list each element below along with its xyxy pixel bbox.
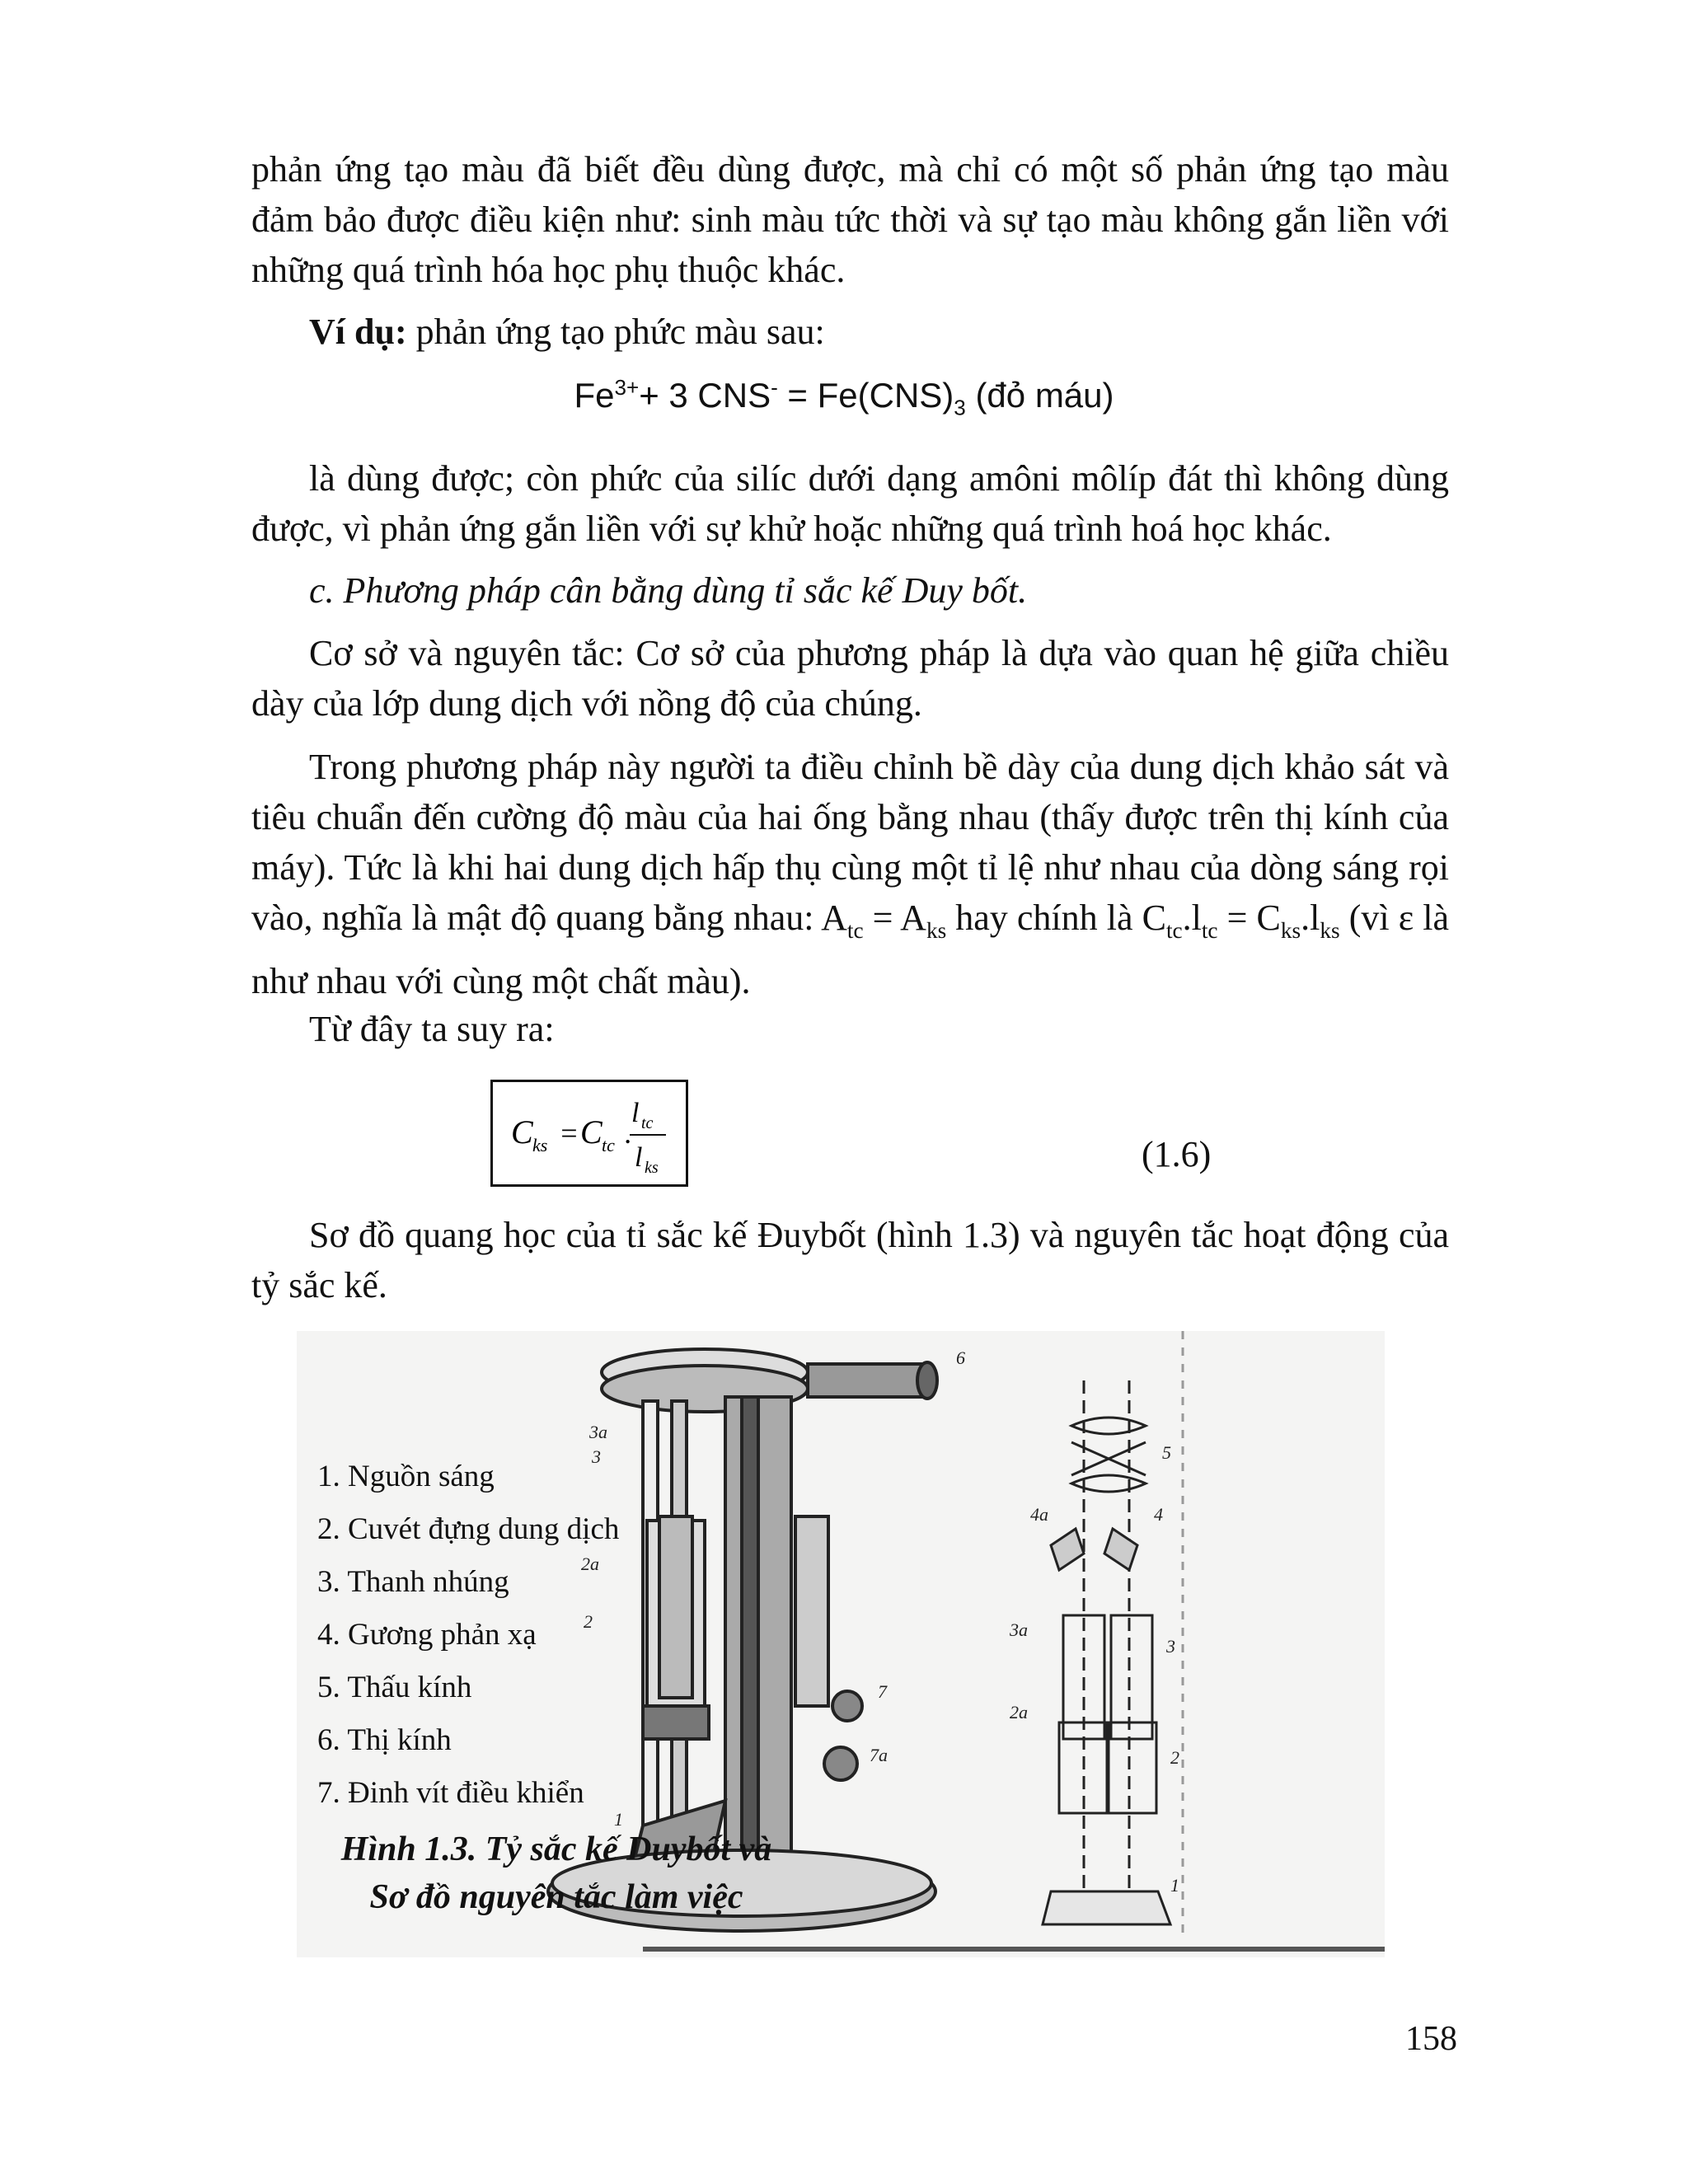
- svg-text:3: 3: [592, 1446, 601, 1467]
- legend-item: 1. Nguồn sáng: [317, 1460, 495, 1493]
- svg-text:5: 5: [1162, 1442, 1171, 1463]
- svg-text:l: l: [635, 1142, 643, 1173]
- svg-text:3: 3: [1166, 1636, 1175, 1657]
- svg-text:tc: tc: [641, 1114, 654, 1132]
- svg-text:3a: 3a: [1010, 1619, 1028, 1640]
- figure-caption: Hình 1.3. Tỷ sắc kế Duybốt và Sơ đồ nguyên tắc làm việc: [340, 1830, 772, 1916]
- formula-box: [490, 1080, 688, 1187]
- reaction-equation: $Fe^{3+}+ 3$ $CNS^- = Fe(CNS)_3$ (đỏ máu): [574, 375, 1114, 420]
- example-label: Ví dụ:: [309, 312, 407, 352]
- figure-legend: [317, 1451, 619, 1820]
- legend-item: 2. Cuvét đựng dung dịch: [317, 1512, 620, 1546]
- svg-text:C: C: [580, 1113, 603, 1151]
- svg-text:4: 4: [1154, 1504, 1163, 1525]
- page-number: 158: [1405, 2020, 1457, 2058]
- svg-text:ks: ks: [532, 1135, 548, 1155]
- section-heading-c: c. Phương pháp cân bằng dùng tỉ sắc kế Duy bốt.: [309, 570, 1028, 611]
- formula-svg: [493, 1082, 686, 1184]
- paragraph-diagram: Sơ đồ quang học của tỉ sắc kế Đuybốt (hình 1.3) và nguyên tắc hoạt động của tỷ sắc kế.: [251, 1215, 1449, 1305]
- legend-item: 5. Thấu kính: [317, 1671, 472, 1704]
- paragraph-intro: phản ứng tạo màu đã biết đều dùng được, mà chỉ có một số phản ứng tạo màu đảm bảo được điều kiện như: sinh màu tức thời và sự tạo màu không gắn liền với những quá trình hóa học phụ thuộc khác.: [251, 149, 1449, 290]
- paragraph-principle: Cơ sở và nguyên tắc: Cơ sở của phương pháp là dựa vào quan hệ giữa chiều dày của lớp dung dịch với nồng độ của chúng.: [251, 633, 1449, 724]
- svg-text:1: 1: [1170, 1875, 1179, 1896]
- svg-text:l: l: [631, 1098, 640, 1128]
- paragraph-derive: Từ đây ta suy ra:: [309, 1009, 555, 1049]
- svg-text:3a: 3a: [589, 1422, 607, 1442]
- svg-text:2: 2: [584, 1611, 593, 1632]
- svg-text:.: .: [625, 1117, 632, 1150]
- paragraph-method: Trong phương pháp này người ta điều chỉnh bề dày của dung dịch khảo sát và tiêu chuẩn đến cường độ màu của hai ống bằng nhau (thấy được trên thị kính của máy). Tức là khi hai dung dịch hấp thụ cùng một tỉ lệ như nhau của dòng sáng rọi vào, nghĩa là mật độ quang bằng nhau: $A_{tc} = A_{ks}$ hay chính là $C_{tc}.l_{tc} = C_{ks}.l_{ks}$ (vì ε là như nhau với cùng một chất màu).: [251, 747, 1450, 1001]
- legend-item: 6. Thị kính: [317, 1723, 452, 1757]
- svg-text:6: 6: [956, 1347, 965, 1368]
- legend-item: 3. Thanh nhúng: [317, 1565, 509, 1599]
- paragraph-usable: là dùng được; còn phức của silíc dưới dạng amôni môlíp đát thì không dùng được, vì phản ứng gắn liền với sự khử hoặc những quá trình hoá học khác.: [251, 458, 1449, 549]
- formula-c-ks: C: [511, 1113, 533, 1151]
- svg-text:2a: 2a: [1010, 1702, 1028, 1722]
- svg-text:7: 7: [878, 1681, 887, 1702]
- paragraph-example: [251, 307, 1449, 357]
- svg-text:4a: 4a: [1030, 1504, 1048, 1525]
- legend-item: 7. Đinh vít điều khiển: [317, 1776, 584, 1810]
- svg-text:ks: ks: [645, 1159, 659, 1177]
- optical-schematic: [1043, 1331, 1183, 1941]
- svg-text:=: =: [559, 1117, 579, 1150]
- equation-number: (1.6): [1142, 1134, 1212, 1174]
- svg-text:tc: tc: [602, 1135, 615, 1155]
- svg-text:2a: 2a: [581, 1554, 599, 1574]
- example-text: phản ứng tạo phức màu sau:: [406, 312, 825, 352]
- legend-item: 4. Gương phản xạ: [317, 1618, 537, 1652]
- svg-text:2: 2: [1170, 1747, 1179, 1768]
- svg-text:7a: 7a: [870, 1745, 888, 1765]
- svg-text:1: 1: [614, 1809, 623, 1830]
